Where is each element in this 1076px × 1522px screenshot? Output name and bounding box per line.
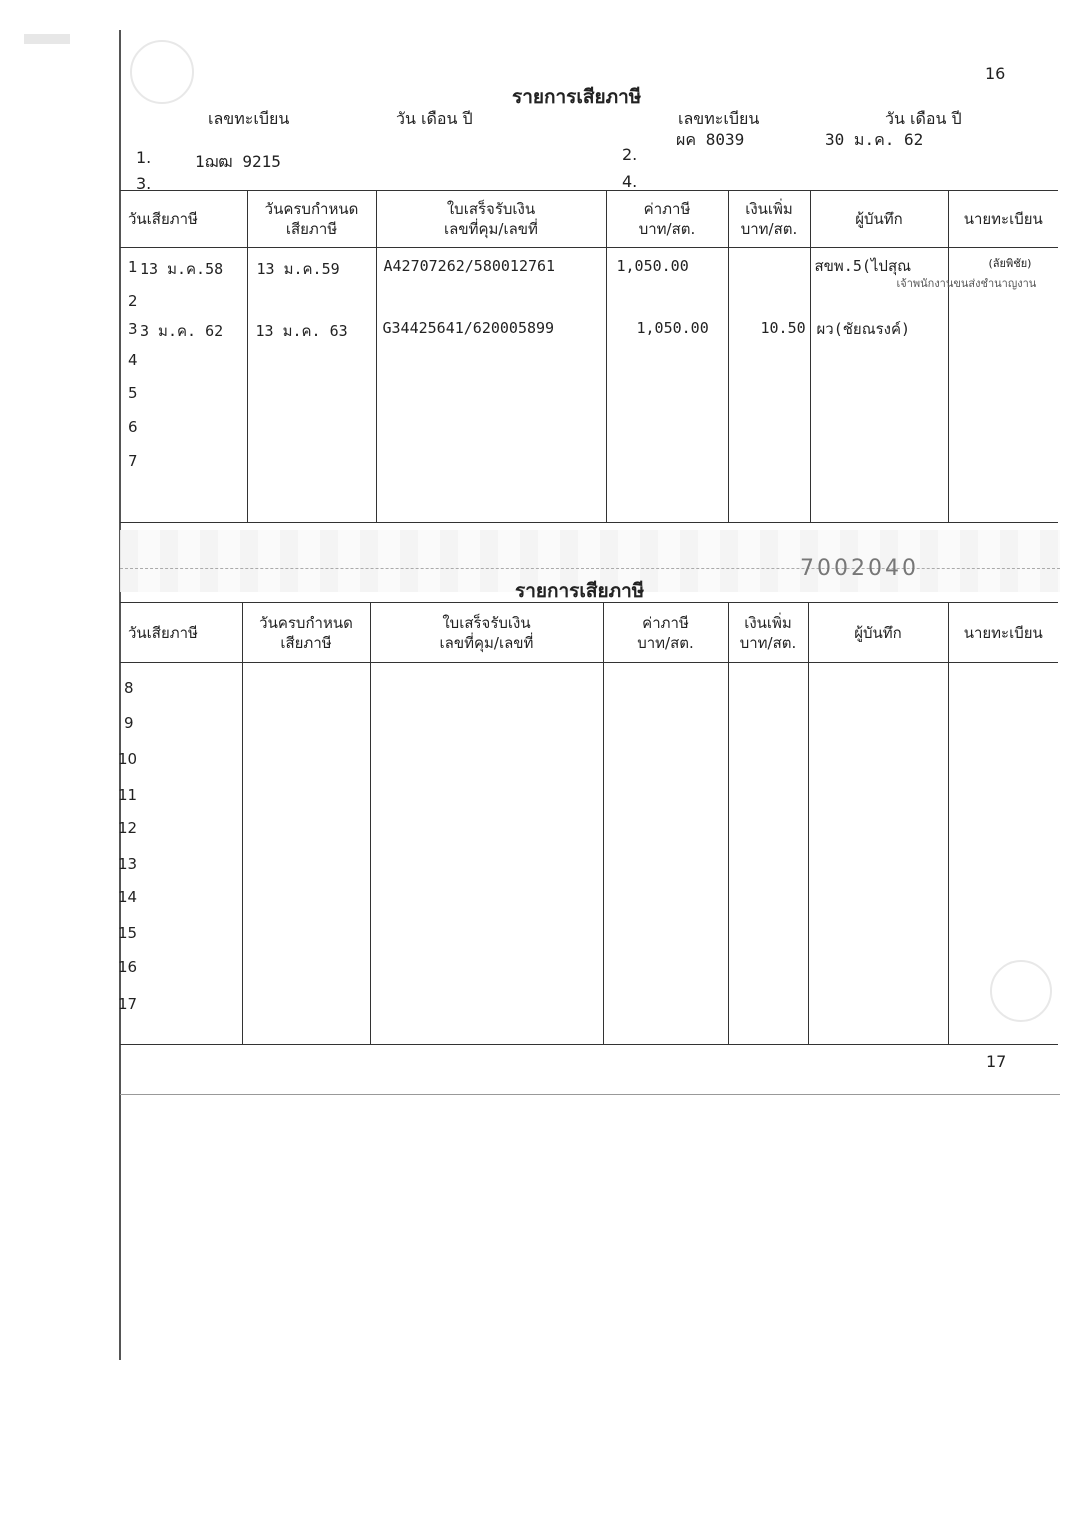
row-number: 1 bbox=[128, 258, 138, 276]
col-tax bbox=[603, 663, 728, 1045]
col-header-receipt: ใบเสร็จรับเงิน เลขที่คุม/เลขที่ bbox=[376, 191, 606, 248]
page-number-bottom: 17 bbox=[986, 1052, 1007, 1071]
col-recorder bbox=[808, 663, 948, 1045]
row3-receipt: G34425641/620005899 bbox=[382, 319, 555, 337]
col-due-date bbox=[247, 248, 376, 523]
row-number: 14 bbox=[118, 888, 138, 906]
entry-2-date: 30 ม.ค. 62 bbox=[825, 130, 924, 149]
col-header-receipt: ใบเสร็จรับเงิน เลขที่คุม/เลขที่ bbox=[370, 603, 603, 663]
row-number: 4 bbox=[128, 351, 138, 369]
entry-2-reg: ผค 8039 bbox=[676, 130, 745, 149]
col-header-registrar: นายทะเบียน bbox=[948, 191, 1058, 248]
row1-due-date: 13 ม.ค.59 bbox=[256, 260, 340, 278]
row-number: 13 bbox=[118, 855, 138, 873]
row-number: 16 bbox=[118, 958, 138, 976]
perforation-line bbox=[120, 568, 1060, 569]
col-extra bbox=[728, 248, 810, 523]
col-header-extra: เงินเพิ่ม บาท/สต. bbox=[728, 191, 810, 248]
row-number: 3 bbox=[128, 320, 138, 338]
row-number: 5 bbox=[128, 384, 138, 402]
bottom-band bbox=[120, 1046, 1060, 1095]
row3-tax-date: 3 ม.ค. 62 bbox=[140, 322, 224, 340]
date-header-left: วัน เดือน ปี bbox=[396, 109, 473, 128]
col-due-date bbox=[242, 663, 370, 1045]
section1-title: รายการเสียภาษี bbox=[512, 86, 642, 108]
row3-recorder: ผว(ชัยณรงค์) bbox=[816, 320, 911, 338]
row-number: 17 bbox=[118, 995, 138, 1013]
row-number: 10 bbox=[118, 750, 138, 768]
entry-4-num: 4. bbox=[622, 172, 638, 191]
col-header-recorder: ผู้บันทึก bbox=[808, 603, 948, 663]
row-number: 12 bbox=[118, 819, 138, 837]
row-number: 11 bbox=[118, 786, 138, 804]
row2-recorder: เจ้าพนักงานขนส่งชำนาญงาน bbox=[896, 277, 1037, 290]
row-number: 15 bbox=[118, 924, 138, 942]
col-header-due-date: วันครบกำหนด เสียภาษี bbox=[247, 191, 376, 248]
row1-receipt: A42707262/580012761 bbox=[383, 257, 556, 275]
entry-3-num: 3. bbox=[136, 174, 152, 193]
scan-artifact bbox=[24, 34, 70, 44]
tax-table-1 bbox=[120, 190, 1058, 523]
row-number: 6 bbox=[128, 418, 138, 436]
serial-number: 7002040 bbox=[800, 556, 919, 581]
row1-tax-date: 13 ม.ค.58 bbox=[140, 260, 224, 278]
row-number: 7 bbox=[128, 452, 138, 470]
col-tax bbox=[606, 248, 728, 523]
row-number: 2 bbox=[128, 292, 138, 310]
col-extra bbox=[728, 663, 808, 1045]
col-header-tax: ค่าภาษี บาท/สต. bbox=[603, 603, 728, 663]
page-number-top: 16 bbox=[985, 64, 1006, 83]
col-header-tax-date: วันเสียภาษี bbox=[120, 603, 242, 663]
row3-due-date: 13 ม.ค. 63 bbox=[255, 322, 348, 340]
reg-header-left: เลขทะเบียน bbox=[208, 109, 290, 128]
col-receipt bbox=[376, 248, 606, 523]
entry-1-num: 1. bbox=[136, 148, 152, 167]
col-receipt bbox=[370, 663, 603, 1045]
section2-title: รายการเสียภาษี bbox=[515, 580, 645, 602]
entry-1-reg: 1ฌฒ 9215 bbox=[195, 152, 281, 171]
col-header-extra: เงินเพิ่ม บาท/สต. bbox=[728, 603, 808, 663]
row3-tax: 1,050.00 bbox=[636, 319, 709, 337]
entry-2-num: 2. bbox=[622, 145, 638, 164]
tax-table-2 bbox=[120, 602, 1058, 1045]
col-tax-date bbox=[120, 663, 242, 1045]
col-header-tax-date: วันเสียภาษี bbox=[120, 191, 247, 248]
row1-recorder: สขพ.5(ไปสุณ bbox=[814, 257, 912, 275]
col-header-recorder: ผู้บันทึก bbox=[810, 191, 948, 248]
col-registrar bbox=[948, 663, 1058, 1045]
row1-registrar: (ลัยพิชัย) bbox=[988, 257, 1032, 270]
row-number: 9 bbox=[124, 714, 134, 732]
row-number: 8 bbox=[124, 679, 134, 697]
date-header-right: วัน เดือน ปี bbox=[885, 109, 962, 128]
watermark-seal bbox=[130, 40, 194, 104]
reg-header-right: เลขทะเบียน bbox=[678, 109, 760, 128]
col-header-registrar: นายทะเบียน bbox=[948, 603, 1058, 663]
col-tax-date bbox=[120, 248, 247, 523]
col-header-tax: ค่าภาษี บาท/สต. bbox=[606, 191, 728, 248]
row3-extra: 10.50 bbox=[760, 319, 806, 337]
row1-tax: 1,050.00 bbox=[616, 257, 689, 275]
col-header-due-date: วันครบกำหนด เสียภาษี bbox=[242, 603, 370, 663]
